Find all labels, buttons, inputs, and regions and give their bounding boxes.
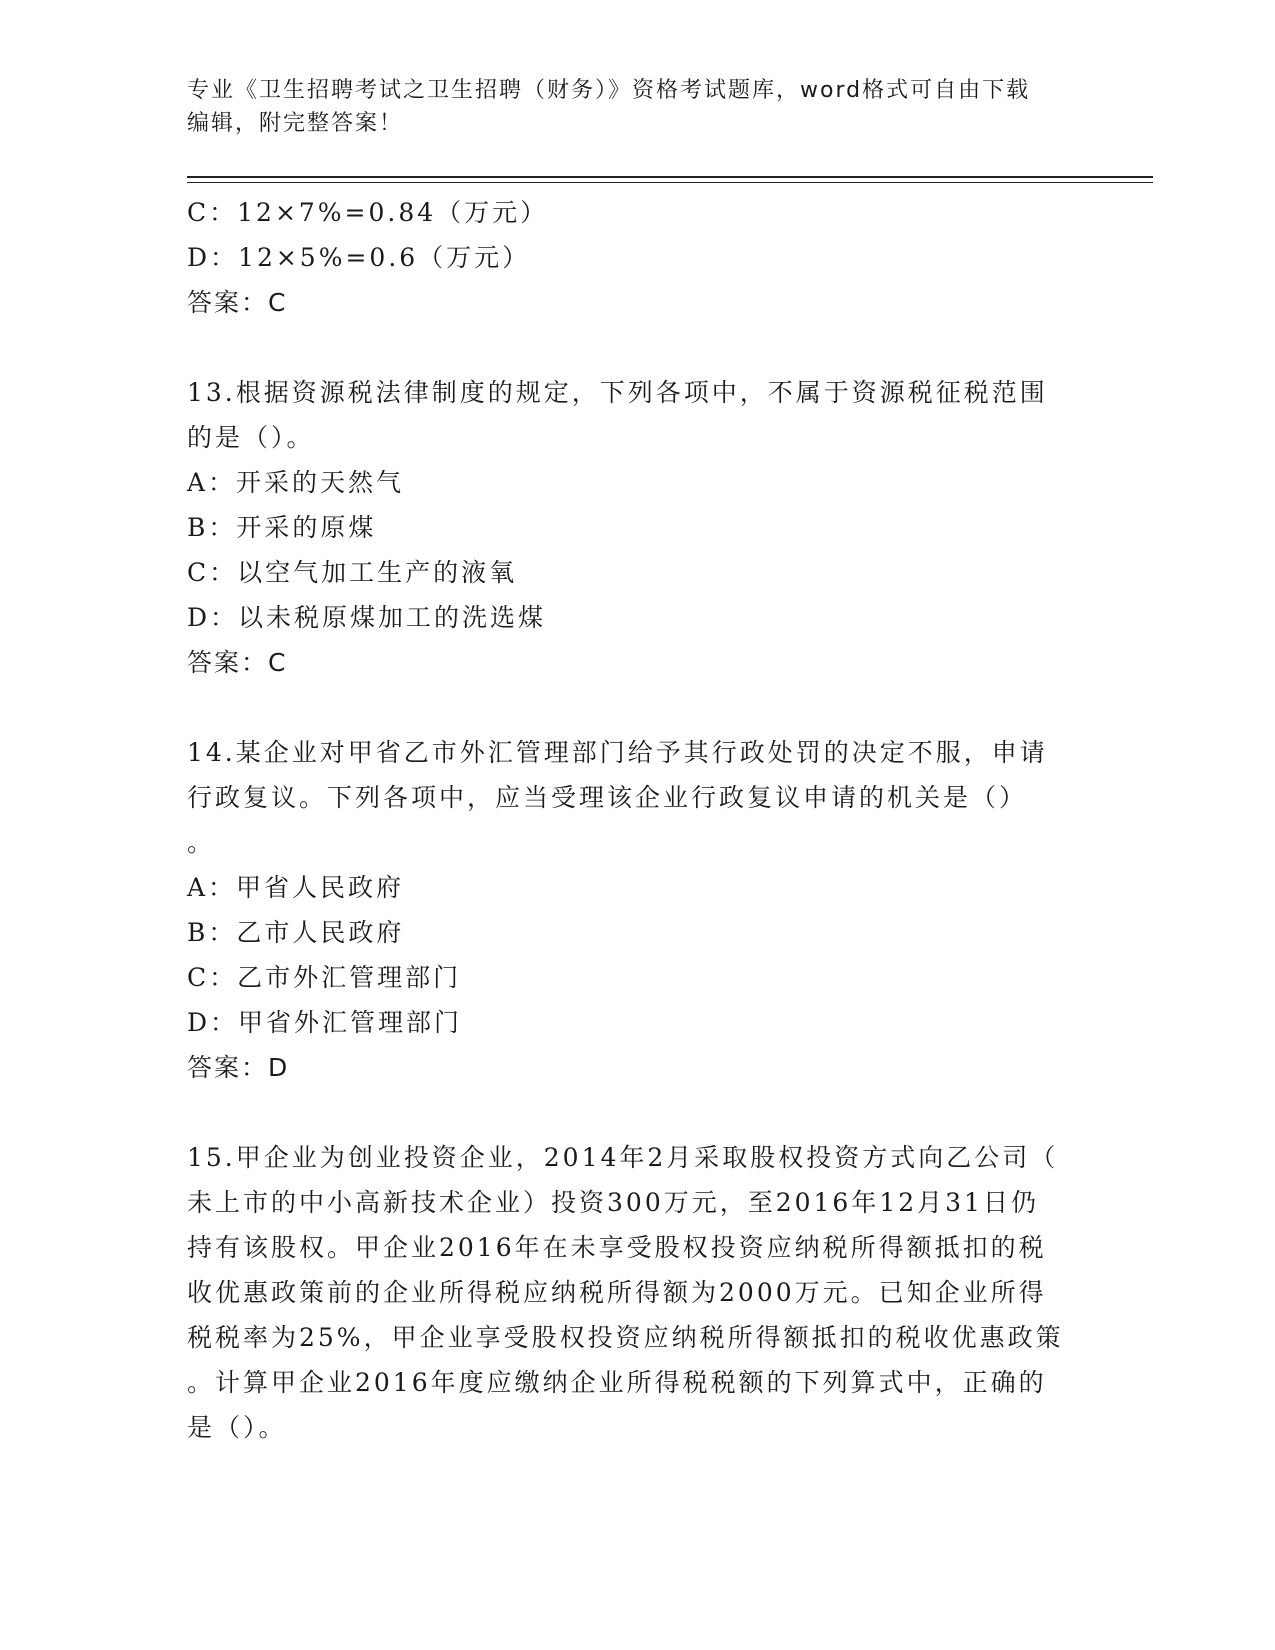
q14-answer: 答案：D	[187, 1053, 290, 1082]
page-header	[187, 74, 1067, 140]
q13-stem-line-2: 的是（）。	[187, 423, 315, 452]
q15-stem-line-4: 收优惠政策前的企业所得税应纳税所得额为2000万元。已知企业所得	[187, 1278, 1047, 1307]
header-line-1: 专业《卫生招聘考试之卫生招聘（财务）》资格考试题库，word格式可自由下载	[187, 78, 1031, 103]
spacer	[187, 1090, 1077, 1135]
q14-stem-line-3: 。	[187, 828, 216, 857]
q13-option-c: C：以空气加工生产的液氧	[187, 558, 518, 587]
q14-option-d: D：甲省外汇管理部门	[187, 1008, 463, 1037]
q15-stem-line-5: 税税率为25%，甲企业享受股权投资应纳税所得额抵扣的税收优惠政策	[187, 1323, 1064, 1352]
header-divider-thick	[187, 176, 1153, 178]
question-13	[187, 370, 1077, 685]
q15-stem-line-6: 。计算甲企业2016年度应缴纳企业所得税税额的下列算式中，正确的	[187, 1368, 1047, 1397]
q13-option-a: A：开采的天然气	[187, 468, 405, 497]
q12-option-d: D：12×5%=0.6（万元）	[187, 243, 531, 272]
header-divider-thin	[187, 182, 1153, 183]
question-15	[187, 1135, 1077, 1450]
q14-stem-line-2: 行政复议。下列各项中，应当受理该企业行政复议申请的机关是（）	[187, 783, 1028, 812]
question-14	[187, 730, 1077, 1090]
header-line-2: 编辑，附完整答案！	[187, 111, 404, 136]
q15-stem-line-1: 15.甲企业为创业投资企业，2014年2月采取股权投资方式向乙公司（	[187, 1143, 1059, 1172]
q14-option-a: A：甲省人民政府	[187, 873, 405, 902]
q13-answer: 答案：C	[187, 648, 288, 677]
q12-answer: 答案：C	[187, 288, 288, 317]
q14-option-c: C：乙市外汇管理部门	[187, 963, 462, 992]
q14-option-b: B：乙市人民政府	[187, 918, 405, 947]
q15-stem-line-3: 持有该股权。甲企业2016年在未享受股权投资应纳税所得额抵扣的税	[187, 1233, 1047, 1262]
q12-option-c: C：12×7%=0.84（万元）	[187, 198, 549, 227]
q14-stem-line-1: 14.某企业对甲省乙市外汇管理部门给予其行政处罚的决定不服，申请	[187, 738, 1048, 767]
question-12-tail	[187, 190, 1077, 325]
q13-option-b: B：开采的原煤	[187, 513, 377, 542]
q13-stem-line-1: 13.根据资源税法律制度的规定，下列各项中，不属于资源税征税范围	[187, 378, 1048, 407]
q15-stem-line-7: 是（）。	[187, 1413, 287, 1442]
q13-option-d: D：以未税原煤加工的洗选煤	[187, 603, 547, 632]
spacer	[187, 685, 1077, 730]
spacer	[187, 325, 1077, 370]
question-content	[187, 190, 1077, 1450]
q15-stem-line-2: 未上市的中小高新技术企业）投资300万元，至2016年12月31日仍	[187, 1188, 1039, 1217]
